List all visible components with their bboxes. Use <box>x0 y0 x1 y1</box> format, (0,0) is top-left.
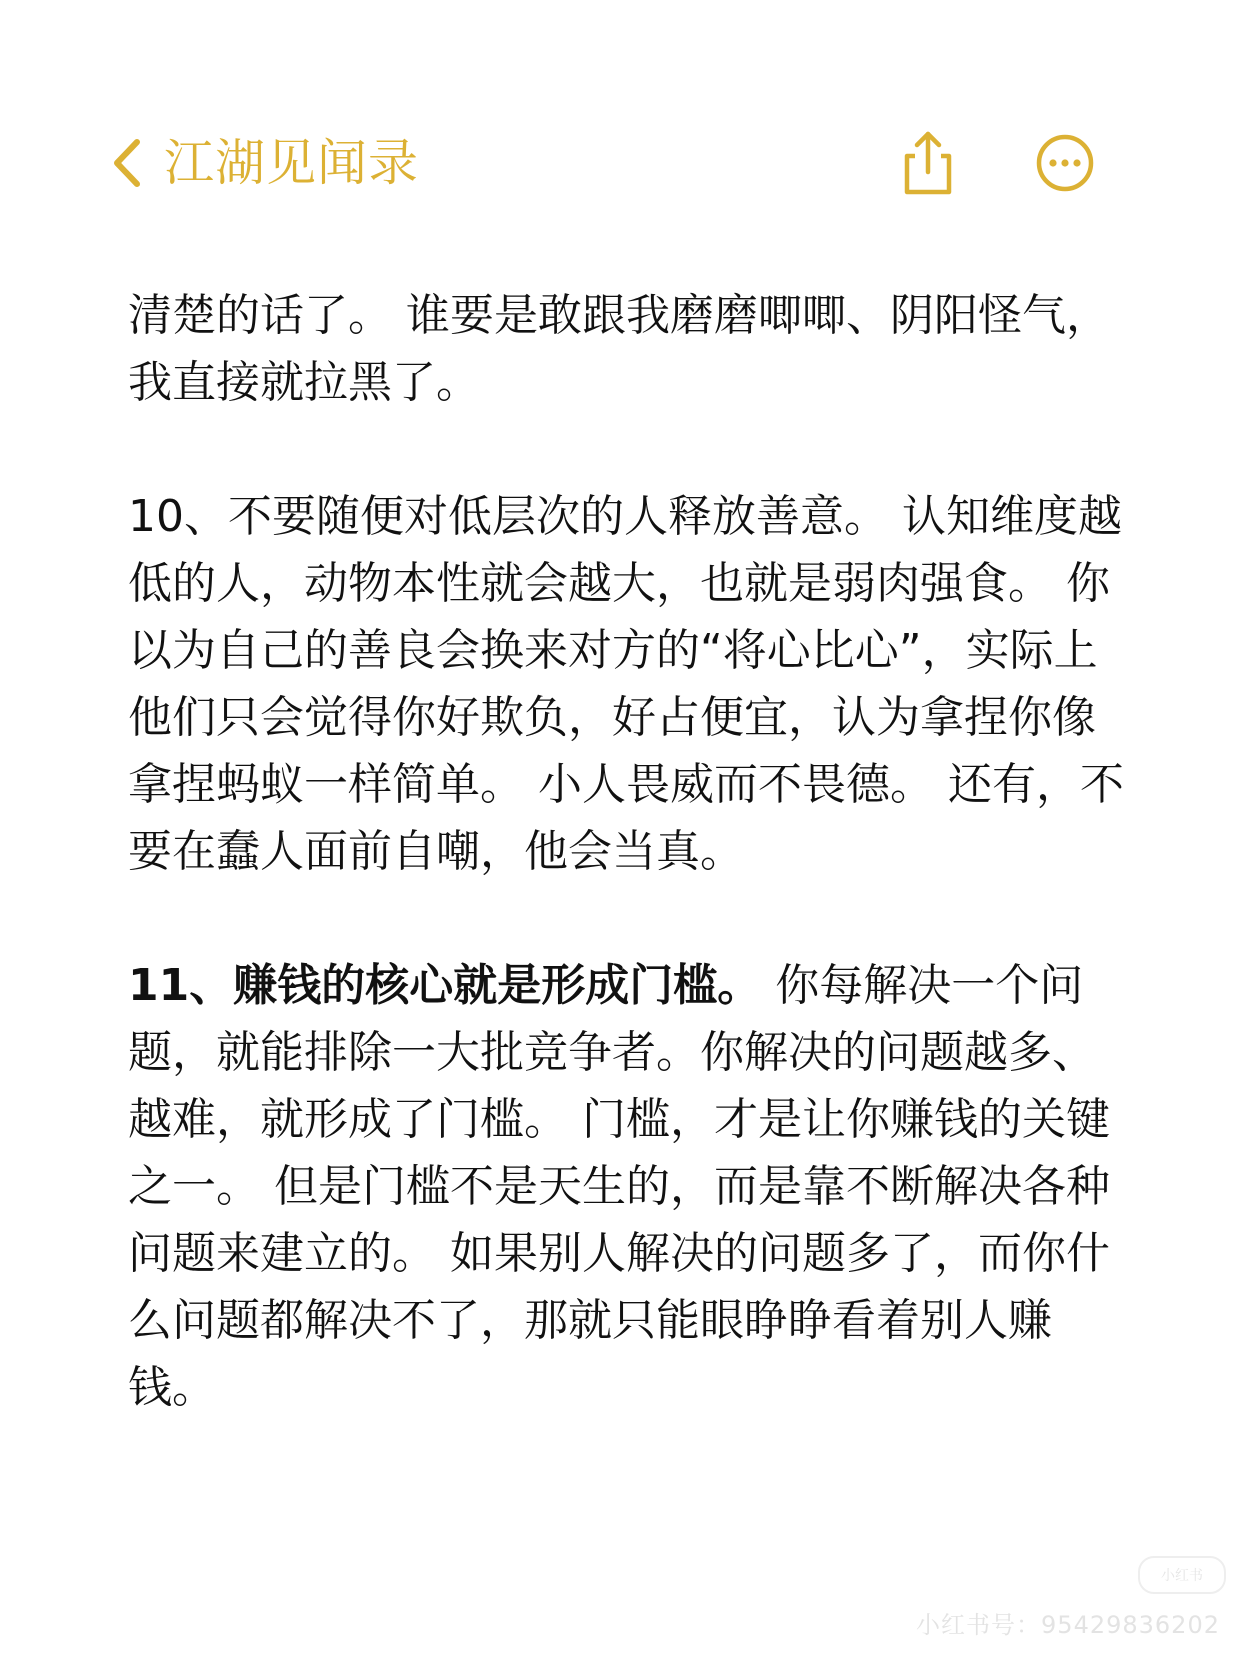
paragraph-text: 你每解决一个问题，就能排除一大批竞争者。你解决的问题越多、越难，就形成了门槛。 门槛，才是让你赚钱的关键之一。 但是门槛不是天生的，而是靠不断解决各种问题来建立的。 如果别人解决的问题多了，而你什么问题都解决不了，那就只能眼睁睁看着别人赚钱。 <box>128 960 1110 1413</box>
watermark-text: 小红书号：95429836202 <box>916 1611 1220 1639</box>
more-icon <box>1030 183 1100 202</box>
chevron-left-icon <box>112 138 142 188</box>
paragraph <box>128 483 1138 885</box>
paragraph-text: 10、不要随便对低层次的人释放善意。 认知维度越低的人，动物本性就会越大，也就是弱肉强食。 你以为自己的善良会换来对方的“将心比心”，实际上他们只会觉得你好欺负，好占便宜，认为拿捏你像拿捏蚂蚁一样简单。 小人畏威而不畏德。 还有，不要在蠢人面前自嘲，他会当真。 <box>128 491 1124 877</box>
note-content <box>128 282 1138 1488</box>
more-button[interactable] <box>1030 128 1100 198</box>
top-nav-bar <box>0 118 1242 208</box>
back-label: 江湖见闻录 <box>164 134 419 192</box>
paragraph-lead: 11、赚钱的核心就是形成门槛。 <box>128 960 762 1011</box>
share-icon <box>893 183 963 202</box>
back-button[interactable] <box>112 128 419 198</box>
paragraph <box>128 952 1138 1421</box>
share-button[interactable] <box>893 128 963 198</box>
paragraph-text: 清楚的话了。 谁要是敢跟我磨磨唧唧、阴阳怪气，我直接就拉黑了。 <box>128 290 1110 408</box>
paragraph <box>128 282 1138 416</box>
watermark-logo: 小红书 <box>1138 1556 1226 1594</box>
